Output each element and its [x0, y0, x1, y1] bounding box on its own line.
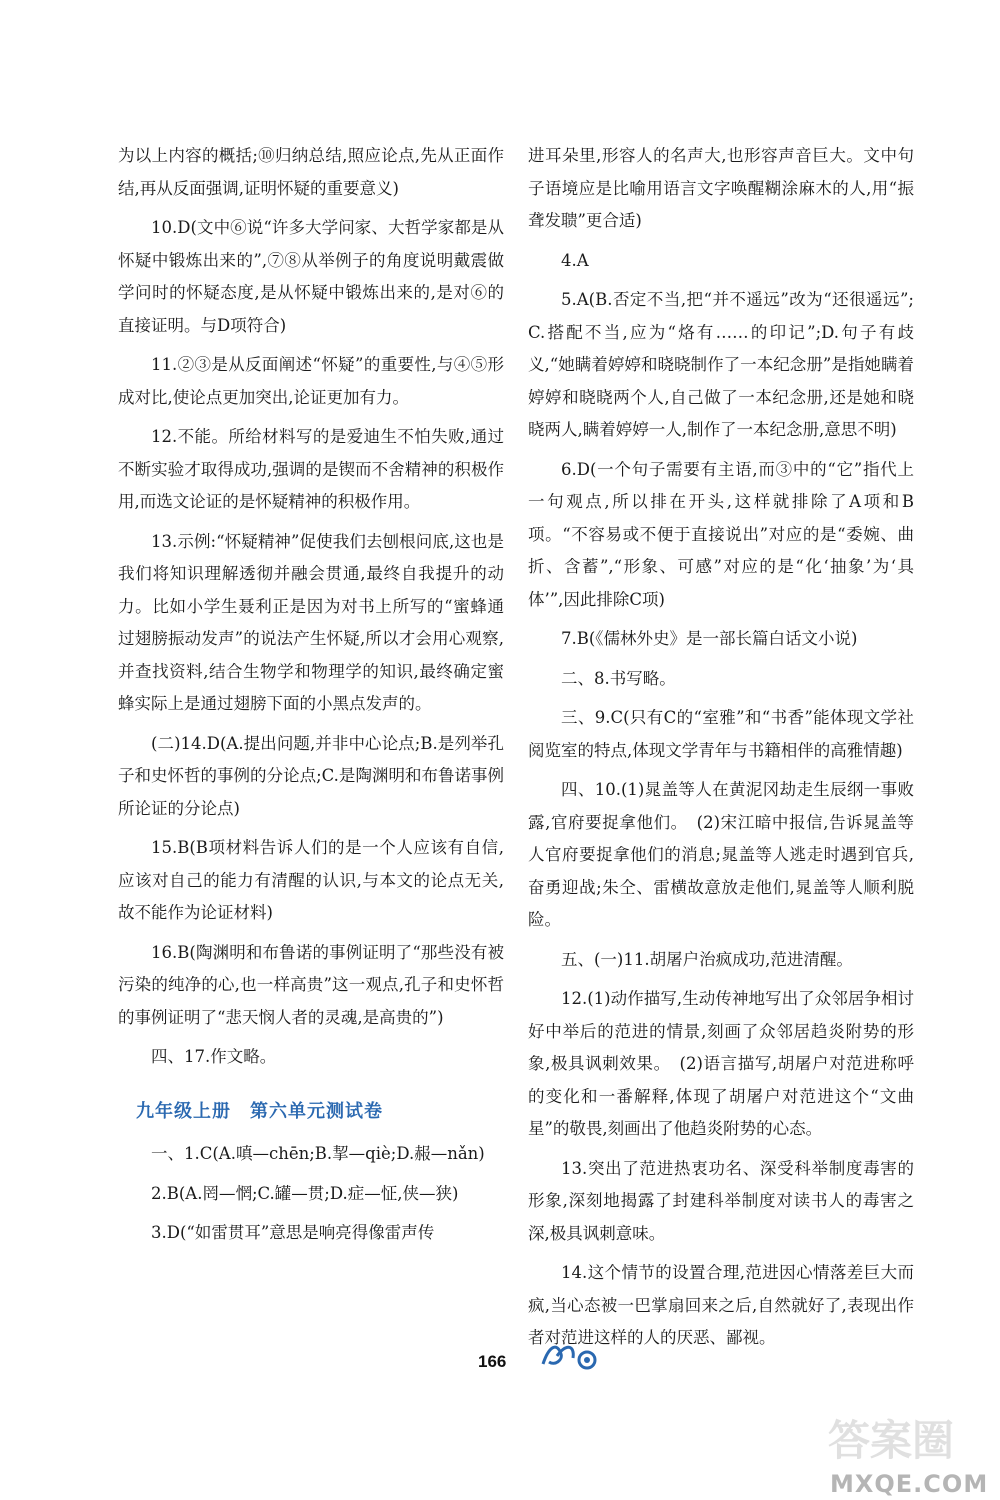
- answer-paragraph: 三、9.C(只有C的“室雅”和“书香”能体现文学社阅览室的特点,体现文学青年与书籍相伴的高雅情趣): [528, 708, 914, 760]
- right-column: [528, 140, 914, 1362]
- answer-paragraph: 13.示例:“怀疑精神”促使我们去刨根问底,这也是我们将知识理解透彻并融会贯通,最终自我提升的动力。比如小学生聂利正是因为对书上所写的“蜜蜂通过翅膀振动发声”的说法产生怀疑,所以才会用心观察,并查找资料,结合生物学和物理学的知识,最终确定蜜蜂实际上是通过翅膀下面的小黑点发声的。: [118, 531, 504, 713]
- answer-paragraph: 四、10.(1)晁盖等人在黄泥冈劫走生辰纲一事败露,官府要捉拿他们。 (2)宋江暗中报信,告诉晁盖等人官府要捉拿他们的消息;晁盖等人逃走时遇到官兵,奋勇迎战;朱仝、雷横故意放走他们,晁盖等人顺利脱险。: [528, 780, 914, 929]
- answer-paragraph: (二)14.D(A.提出问题,并非中心论点;B.是列举孔子和史怀哲的事例的分论点;C.是陶渊明和布鲁诺事例所论证的分论点): [118, 733, 504, 818]
- answer-paragraph: 14.这个情节的设置合理,范进因心情落差巨大而疯,当心态被一巴掌扇回来之后,自然就好了,表现出作者对范进这样的人的厌恶、鄙视。: [528, 1263, 914, 1347]
- answer-paragraph: 16.B(陶渊明和布鲁诺的事例证明了“那些没有被污染的纯净的心,也一样高贵”这一观点,孔子和史怀哲的事例证明了“悲天悯人者的灵魂,是高贵的”): [118, 942, 504, 1027]
- answer-paragraph: 四、17.作文略。: [151, 1047, 277, 1066]
- page-ornament-icon: [535, 1336, 605, 1376]
- watermark-text: MXQE.COM: [830, 1470, 989, 1498]
- answer-paragraph: 12.(1)动作描写,生动传神地写出了众邻居争相讨好中举后的范进的情景,刻画了众邻居趋炎附势的形象,极具讽刺效果。 (2)语言描写,胡屠户对范进称呼的变化和一番解释,体现了胡屠户对范进这个“文曲星”的敬畏,刻画出了他趋炎附势的心态。: [528, 989, 914, 1138]
- answer-paragraph: 一、1.C(A.嗔—chēn;B.挈—qiè;D.赧—nǎn): [151, 1144, 485, 1163]
- answer-paragraph: 13.突出了范进热衷功名、深受科举制度毒害的形象,深刻地揭露了封建科举制度对读书人的毒害之深,极具讽刺意味。: [528, 1158, 914, 1243]
- answer-paragraph: 15.B(B项材料告诉人们的是一个人应该有自信,应该对自己的能力有清醒的认识,与本文的论点无关,故不能作为论证材料): [118, 838, 504, 922]
- answer-paragraph: 6.D(一个句子需要有主语,而③中的“它”指代上一句观点,所以排在开头,这样就排除了A项和B项。“不容易或不便于直接说出”对应的是“委婉、曲折、含蓄”,“形象、可感”对应的是“化‘抽象’为‘具体’”,因此排除C项): [528, 459, 914, 609]
- answer-paragraph: 7.B(《儒林外史》是一部长篇白话文小说): [561, 629, 858, 648]
- answer-paragraph: 进耳朵里,形容人的名声大,也形容声音巨大。文中句子语境应是比喻用语言文字唤醒糊涂麻木的人,用“振聋发聩”更合适): [528, 146, 914, 230]
- page-number: 166: [478, 1352, 507, 1371]
- answer-paragraph: 10.D(文中⑥说“许多大学问家、大哲学家都是从怀疑中锻炼出来的”,⑦⑧从举例子的角度说明戴震做学问时的怀疑态度,是从怀疑中锻炼出来的,是对⑥的直接证明。与D项符合): [118, 218, 504, 335]
- svg-text:答案圈: 答案圈: [828, 1416, 955, 1465]
- answer-paragraph: 为以上内容的概括;⑩归纳总结,照应论点,先从正面作结,再从反面强调,证明怀疑的重要意义): [118, 146, 504, 198]
- answer-paragraph: 12.不能。所给材料写的是爱迪生不怕失败,通过不断实验才取得成功,强调的是锲而不舍精神的积极作用,而选文论证的是怀疑精神的积极作用。: [118, 427, 504, 511]
- answer-paragraph: 11.②③是从反面阐述“怀疑”的重要性,与④⑤形成对比,使论点更加突出,论证更加有力。: [118, 355, 504, 407]
- answer-paragraph: 2.B(A.罔—惘;C.罐—贯;D.症—怔,侠—狭): [151, 1183, 459, 1203]
- answer-paragraph: 5.A(B.否定不当,把“并不遥远”改为“还很遥远”;C.搭配不当,应为“烙有……的印记”;D.句子有歧义,“她瞒着婷婷和晓晓制作了一本纪念册”是指她瞒着婷婷和晓晓两个人,自己做了一本纪念册,还是她和晓晓两人,瞒着婷婷一人,制作了一本纪念册,意思不明): [528, 290, 914, 439]
- answer-paragraph: 二、8.书写略。: [561, 668, 676, 688]
- left-column: [118, 140, 504, 1257]
- answer-paragraph: 4.A: [561, 250, 589, 270]
- answer-paragraph: 3.D(“如雷贯耳”意思是响亮得像雷声传: [151, 1223, 435, 1242]
- answer-paragraph: 五、(一)11.胡屠户治疯成功,范进清醒。: [561, 949, 853, 969]
- section-title: 九年级上册 第六单元测试卷: [136, 1100, 383, 1122]
